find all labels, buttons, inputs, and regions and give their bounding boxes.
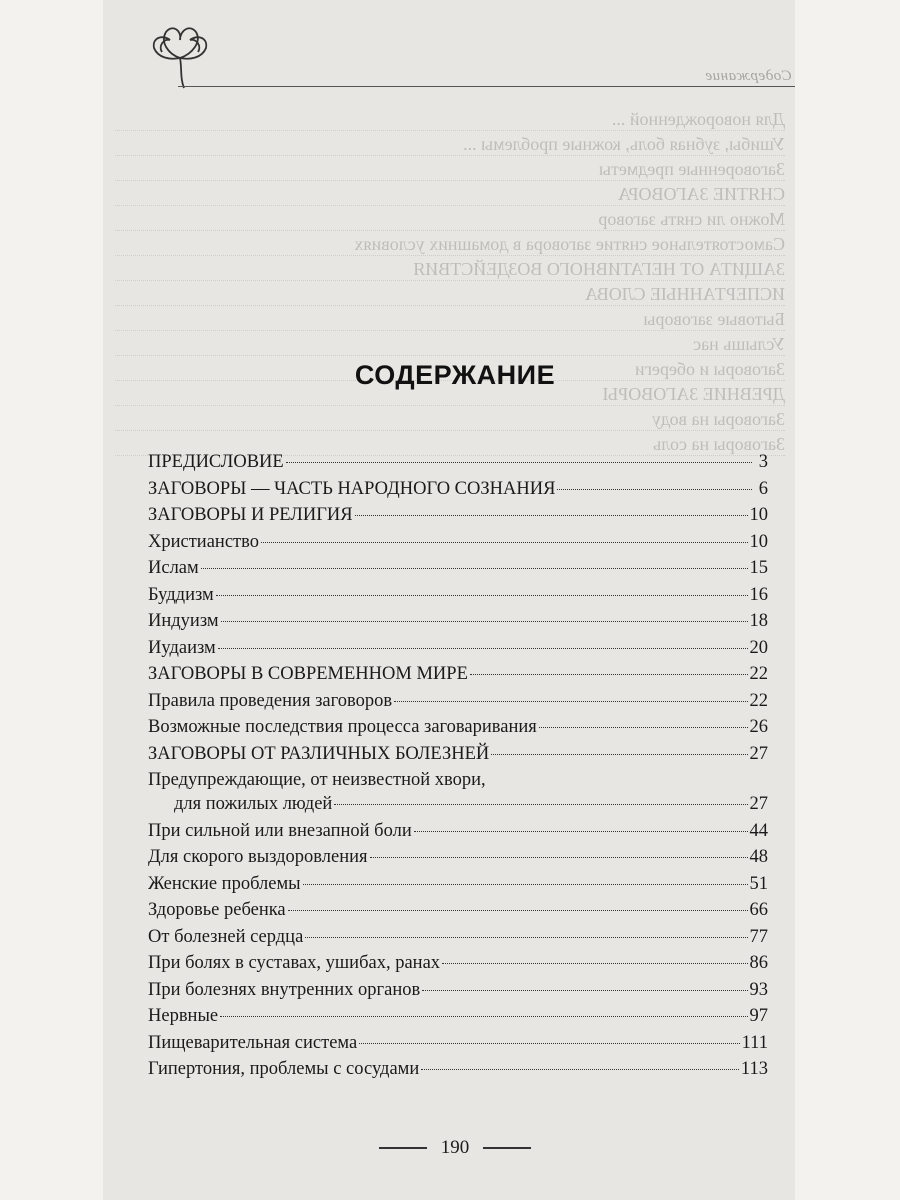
toc-entry (148, 847, 768, 874)
dot-leader (491, 754, 747, 755)
show-through-line: Самостоятельное снятие заговора в домашних условиях (115, 233, 785, 256)
dot-leader (539, 727, 748, 728)
toc-entry-label: Предупреждающие, от неизвестной хвори, (148, 770, 486, 790)
toc-entry-label: Женские проблемы (148, 873, 301, 894)
toc-entry-label: От болезней сердца (148, 926, 304, 947)
toc-entry (148, 900, 768, 927)
toc-entry-label: Иудаизм (148, 637, 216, 658)
toc-entry (148, 717, 768, 744)
page-number: 190 (440, 1137, 470, 1158)
show-through-line: Для новорожденной ... (115, 108, 785, 131)
toc-section-entry (148, 744, 768, 771)
show-through-line: Бытовые заговоры (115, 308, 785, 331)
toc-entry-label: ЗАГОВОРЫ ОТ РАЗЛИЧНЫХ БОЛЕЗНЕЙ (148, 743, 490, 764)
toc-section-entry (148, 452, 768, 479)
dot-leader (414, 831, 748, 832)
toc-entry-page: 22 (749, 690, 768, 711)
show-through-text (115, 108, 785, 488)
dot-leader (394, 701, 747, 702)
dot-leader (334, 804, 747, 805)
show-through-line: Ушибы, зубная боль, кожные проблемы ... (115, 133, 785, 156)
dot-leader (370, 857, 748, 858)
dot-leader (288, 910, 748, 911)
dot-leader (261, 542, 748, 543)
toc-entry-page: 27 (749, 794, 768, 814)
toc-entry-page: 93 (749, 979, 768, 1000)
page-title: СОДЕРЖАНИЕ (354, 360, 556, 390)
toc-entry-page: 113 (740, 1059, 768, 1079)
show-through-line: Заговоры на воду (115, 408, 785, 431)
show-through-line: Заговоренные предметы (115, 158, 785, 181)
toc-entry-label: При сильной или внезапной боли (148, 820, 412, 841)
dot-leader (359, 1043, 739, 1044)
dot-leader (220, 1016, 747, 1017)
toc-entry-page: 10 (749, 505, 768, 525)
dot-leader (218, 648, 748, 649)
show-through-line: Заговоры на соль (115, 433, 785, 456)
footer-rule-left (379, 1147, 427, 1149)
toc-entry-page: 48 (749, 847, 768, 867)
toc-entry-label: Буддизм (148, 584, 214, 605)
dot-leader (470, 674, 748, 675)
toc-entry (148, 1033, 768, 1060)
dot-leader (201, 568, 748, 569)
toc-section-entry (148, 479, 768, 506)
toc-entry (148, 558, 768, 585)
dot-leader (557, 489, 752, 490)
show-through-line: Заговоры и обереги (115, 358, 785, 381)
toc-entry-page: 10 (749, 531, 768, 552)
toc-entry-page: 22 (749, 664, 768, 684)
toc-entry-label: При болях в суставах, ушибах, ранах (148, 953, 441, 973)
running-head: Содержание (705, 68, 792, 84)
toc-entry-page: 26 (749, 717, 768, 737)
toc-entry (148, 980, 768, 1007)
toc-entry-label: ЗАГОВОРЫ В СОВРЕМЕННОМ МИРЕ (148, 664, 468, 684)
dot-leader (286, 462, 752, 463)
dot-leader (221, 621, 748, 622)
toc-entry-page: 3 (758, 452, 768, 472)
toc-entry-page: 51 (749, 873, 768, 894)
toc-entry-label: Христианство (148, 531, 259, 552)
toc-entry (148, 794, 768, 821)
page-footer (0, 1137, 900, 1159)
dot-leader (442, 963, 747, 964)
toc-entry (148, 927, 768, 954)
toc-entry-label: Пищеварительная система (148, 1032, 358, 1053)
toc-entry-page: 111 (741, 1032, 768, 1053)
show-through-line: ЗАЩИТА ОТ НЕГАТИВНОГО ВОЗДЕЙСТВИЯ (115, 258, 785, 281)
show-through-line: Услышь нас (115, 333, 785, 356)
toc-entry-label: Ислам (148, 558, 199, 578)
dot-leader (303, 884, 748, 885)
toc-entry (148, 874, 768, 901)
table-of-contents (148, 452, 768, 1086)
dot-leader (421, 1069, 739, 1070)
toc-entry-label: ЗАГОВОРЫ — ЧАСТЬ НАРОДНОГО СОЗНАНИЯ (148, 478, 556, 499)
toc-entry-label: Для скорого выздоровления (148, 847, 368, 867)
toc-entry (148, 532, 768, 559)
toc-entry-page: 44 (749, 820, 768, 841)
toc-entry (148, 953, 768, 980)
toc-entry-label: Гипертония, проблемы с сосудами (148, 1059, 420, 1079)
toc-entry (148, 1006, 768, 1033)
toc-entry (148, 1059, 768, 1086)
toc-entry-label: При болезнях внутренних органов (148, 979, 421, 1000)
toc-section-entry (148, 664, 768, 691)
toc-entry-label: Возможные последствия процесса заговаривания (148, 717, 537, 737)
toc-entry-label: ПРЕДИСЛОВИЕ (148, 452, 284, 472)
dot-leader (216, 595, 748, 596)
toc-entry-label: Здоровье ребенка (148, 900, 286, 920)
toc-entry-label: для пожилых людей (174, 794, 333, 814)
toc-entry-label: ЗАГОВОРЫ И РЕЛИГИЯ (148, 505, 353, 525)
toc-entry (148, 821, 768, 848)
show-through-line: ДРЕВНИЕ ЗАГОВОРЫ (115, 383, 785, 406)
footer-rule-right (483, 1147, 531, 1149)
toc-entry-page: 77 (749, 926, 768, 947)
toc-entry-page: 27 (749, 743, 768, 764)
show-through-line: Можно ли снять заговор (115, 208, 785, 231)
toc-entry (148, 638, 768, 665)
show-through-line: СНЯТИЕ ЗАГОВОРА (115, 183, 785, 206)
toc-entry-label: Индуизм (148, 611, 219, 631)
toc-entry-label: Нервные (148, 1006, 219, 1026)
toc-entry (148, 611, 768, 638)
toc-entry-page: 18 (749, 611, 768, 631)
toc-entry (148, 585, 768, 612)
show-through-line: ИСПЕРТАННЫЕ СЛОВА (115, 283, 785, 306)
toc-section-entry (148, 505, 768, 532)
toc-entry-page: 97 (749, 1006, 768, 1026)
toc-entry-page: 16 (749, 584, 768, 605)
toc-entry-page: 15 (749, 558, 768, 578)
toc-entry (148, 770, 768, 794)
toc-entry (148, 691, 768, 718)
dot-leader (355, 515, 748, 516)
toc-entry-page: 6 (758, 478, 768, 499)
dot-leader (305, 937, 747, 938)
dot-leader (422, 990, 747, 991)
toc-entry-page: 66 (749, 900, 768, 920)
toc-entry-label: Правила проведения заговоров (148, 690, 393, 711)
header-rule (178, 86, 795, 87)
toc-entry-page: 20 (749, 637, 768, 658)
toc-entry-page: 86 (749, 953, 768, 973)
